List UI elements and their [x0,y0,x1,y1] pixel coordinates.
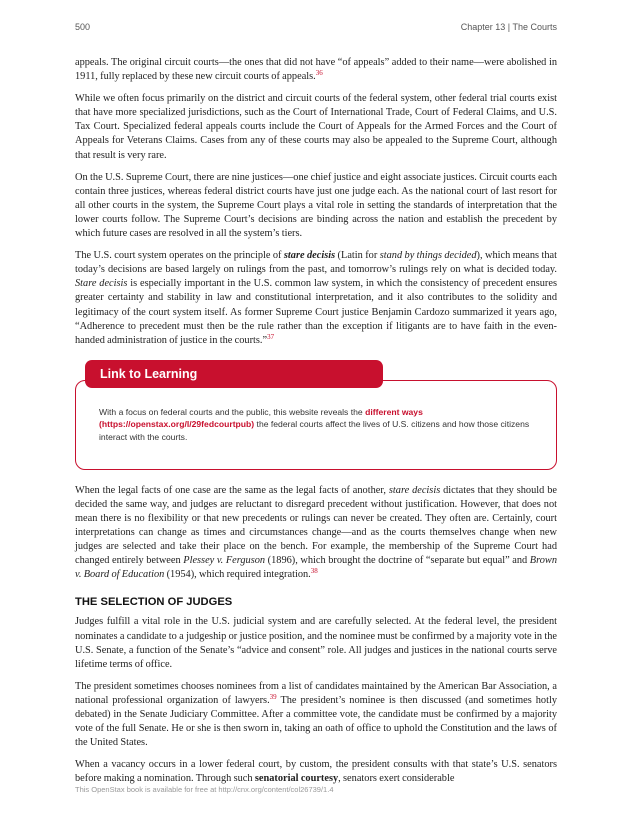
paragraph: appeals. The original circuit courts—the ones that did not have “of appeals” added to their name—were abolished in 1911, fully replaced by these new circuit courts of appeals.$^{36}$ [75,57,557,83]
link-to-learning-text: With a focus on federal courts and the public, this website reveals the different ways (https://openstax.org/l/29fedcourtpub) the federal courts affect the lives of U.S. citizens and how those citizens interact with the courts. [99,406,530,442]
paragraph: The president sometimes chooses nominees from a list of candidates maintained by the American Bar Association, a national professional organization of lawyers.$^{39}$ The president’s nominee is then discussed (and sometimes hotly debated) in the Senate Judiciary Committee. After a committee vote, the candidate must be confirmed by a majority vote of the full Senate. He or she is then sworn in, taking an oath of office to uphold the Constitution and the laws of the United States. [75,680,557,749]
section-heading: THE SELECTION OF JUDGES [75,596,233,609]
paragraph: When a vacancy occurs in a lower federal court, by custom, the president consults with that state’s U.S. senators before making a nomination. Through such senatorial courtesy, senators exert considerable [75,759,557,785]
paragraph: On the U.S. Supreme Court, there are nine justices—one chief justice and eight associate justices. Circuit courts each contain three justices, whereas federal district courts have just one judge each. As the national court of last resort for all other courts in the system, the Supreme Court plays a vital role in setting the standards of interpretation that the lower courts follow. The Supreme Court’s decisions are binding across the nation and establish the precedent by which future cases are resolved in all the system’s tiers. [75,171,557,240]
link-to-learning-title: Link to Learning [85,360,383,388]
citation-link[interactable]: 38 [310,567,318,576]
page-body [75,56,557,794]
external-link[interactable]: different ways (https://openstax.org/l/29fedcourtpub) [99,406,423,430]
page-number: 500 [75,22,91,32]
link-to-learning-box [75,360,557,470]
citation-link[interactable]: 36 [315,69,323,78]
case-name: Brown v. Board of Education [75,555,557,581]
footer-note: This OpenStax book is available for free at http://cnx.org/content/col26739/1.4 [75,785,334,794]
paragraph: When the legal facts of one case are the same as the legal facts of another, stare decisis dictates that they should be decided the same way, and judges are reluctant to disregard precedent without justification. However, that does not mean there is no flexibility or that new precedents or rulings can never be created. They often are. Certainly, court interpretations can change as times and circumstances change—and as the courts themselves change when new judges are selected and take their place on the bench. For example, the membership of the Supreme Court had changed entirely between Plessey v. Ferguson (1896), which brought the doctrine of “separate but equal” and Brown v. Board of Education (1954), which required integration.$^{38}$ [75,484,557,581]
paragraph: Judges fulfill a vital role in the U.S. judicial system and are carefully selected. At the federal level, the president nominates a candidate to a judgeship or justice position, and the nominee must be confirmed by a majority vote in the U.S. Senate, a function of the Senate’s “advice and consent” role. All judges and justices in the national courts serve lifetime terms of office. [75,616,557,670]
citation-link[interactable]: 39 [269,692,277,701]
citation-link[interactable]: 37 [267,332,275,341]
chapter-header: Chapter 13 | The Courts [460,22,557,32]
paragraph: The U.S. court system operates on the principle of stare decisis (Latin for stand by things decided), which means that today’s decisions are based largely on rulings from the past, and tomorrow’s rulings rely on what is decided today. Stare decisis is especially important in the U.S. common law system, in which the consistency of precedent ensures greater certainty and stability in law and constitutional interpretation, and it also contributes to the solidity and legitimacy of the court system itself. As former Supreme Court justice Benjamin Cardozo summarized it years ago, “Adherence to precedent must then be the rule rather than the exception if litigants are to have faith in the even-handed administration of justice in the courts.”$^{37}$ [75,250,557,346]
key-term: stare decisis [283,250,336,262]
case-name: Plessey v. Ferguson [183,555,266,567]
key-term: senatorial courtesy [254,773,339,785]
paragraph: While we often focus primarily on the district and circuit courts of the federal system, other federal trial courts exist that have more specialized jurisdictions, such as the Court of International Trade, Court of Federal Claims, and U.S. Tax Court. Specialized federal appeals courts include the Court of Appeals for the Armed Forces and the Court of Appeals for Veterans Claims. Cases from any of these courts may also be appealed to the Supreme Court, although that result is very rare. [75,93,557,161]
